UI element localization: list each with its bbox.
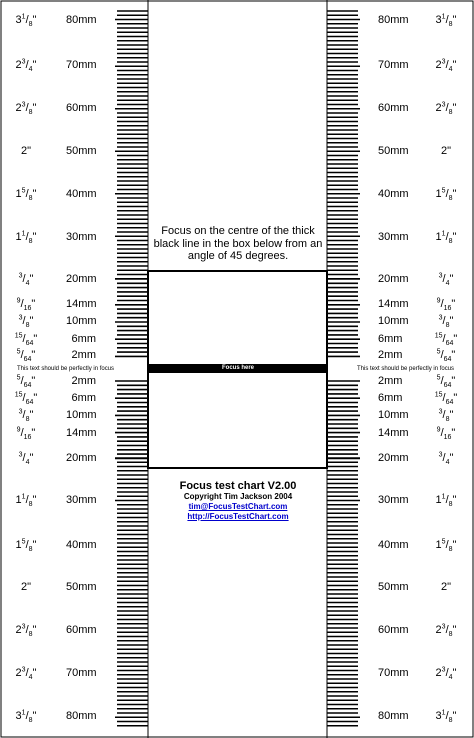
top-mm-label-right-0: 80mm — [378, 14, 409, 26]
bottom-inch-label-left-0: $^5/_{64}$" — [16, 374, 36, 390]
top-inch-label-right-0: $3^1/_8$" — [435, 13, 457, 29]
top-inch-label-right-5: $1^1/_8$" — [435, 230, 457, 246]
bottom-inch-label-right-2: $^3/_8$" — [438, 408, 454, 424]
chart-title: Focus test chart V2.00 — [179, 480, 297, 492]
inch-denominator: 8 — [448, 109, 453, 117]
inch-denominator: 8 — [28, 21, 33, 29]
inch-denominator: 8 — [28, 717, 33, 725]
top-mm-label-left-5: 30mm — [66, 231, 97, 243]
inch-denominator: 8 — [448, 717, 453, 725]
inch-numerator: 1 — [21, 13, 26, 21]
bottom-inch-label-left-10: $3^1/_8$" — [15, 709, 37, 725]
bottom-inch-label-left-1: $^{15}/_{64}$" — [14, 391, 38, 407]
inch-numerator: 3 — [441, 101, 446, 109]
inch-numerator: 5 — [441, 187, 446, 195]
inch-denominator: 16 — [443, 305, 452, 313]
inch-denominator: 4 — [25, 280, 30, 288]
inch-denominator: 64 — [445, 399, 454, 407]
top-inch-label-right-4: $1^5/_8$" — [435, 187, 457, 203]
bottom-mm-label-left-3: 14mm — [66, 427, 97, 439]
top-inch-label-left-1: $2^3/_4$" — [15, 58, 37, 74]
inch-denominator: 8 — [448, 195, 453, 203]
inch-numerator: 3 — [18, 314, 23, 322]
inch-numerator: 3 — [438, 451, 443, 459]
bottom-mm-label-right-8: 60mm — [378, 624, 409, 636]
top-inch-label-left-2: $2^3/_8$" — [15, 101, 37, 117]
top-mm-label-left-8: 10mm — [66, 315, 97, 327]
inch-numerator: 3 — [441, 666, 446, 674]
inch-denominator: 8 — [445, 416, 450, 424]
bottom-mm-label-right-7: 50mm — [378, 581, 409, 593]
inch-denominator: 64 — [445, 340, 454, 348]
inch-numerator: 5 — [21, 538, 26, 546]
bottom-inch-label-left-6: $1^5/_8$" — [15, 538, 37, 554]
inch-denominator: 8 — [448, 546, 453, 554]
bottom-inch-label-right-6: $1^5/_8$" — [435, 538, 457, 554]
bottom-mm-label-right-1: 6mm — [378, 392, 403, 404]
inch-numerator: 3 — [18, 451, 23, 459]
inch-numerator: 15 — [434, 332, 443, 340]
bottom-mm-label-right-10: 80mm — [378, 710, 409, 722]
inch-numerator: 15 — [14, 391, 23, 399]
top-inch-label-right-9: $^{15}/_{64}$" — [434, 332, 458, 348]
bottom-mm-label-left-4: 20mm — [66, 452, 97, 464]
bottom-inch-label-right-10: $3^1/_8$" — [435, 709, 457, 725]
inch-denominator: 64 — [443, 382, 452, 390]
top-mm-label-left-7: 14mm — [66, 298, 97, 310]
bottom-mm-label-right-6: 40mm — [378, 539, 409, 551]
bottom-mm-label-left-0: 2mm — [71, 375, 96, 387]
inch-numerator: 3 — [21, 666, 26, 674]
inch-numerator: 9 — [436, 426, 441, 434]
inch-numerator: 1 — [441, 709, 446, 717]
inch-denominator: 8 — [445, 322, 450, 330]
inch-numerator: 9 — [16, 426, 21, 434]
bottom-inch-label-left-4: $^3/_4$" — [18, 451, 34, 467]
top-mm-label-left-10: 2mm — [71, 349, 96, 361]
top-mm-label-right-10: 2mm — [378, 349, 403, 361]
top-mm-label-right-9: 6mm — [378, 333, 403, 345]
top-mm-label-right-2: 60mm — [378, 102, 409, 114]
top-inch-label-right-2: $2^3/_8$" — [435, 101, 457, 117]
inch-denominator: 8 — [448, 631, 453, 639]
top-mm-label-left-9: 6mm — [71, 333, 96, 345]
inch-denominator: 64 — [23, 356, 32, 364]
bottom-mm-label-right-0: 2mm — [378, 375, 403, 387]
top-mm-label-right-7: 14mm — [378, 298, 409, 310]
bottom-mm-label-left-10: 80mm — [66, 710, 97, 722]
inch-denominator: 8 — [28, 238, 33, 246]
top-inch-label-left-9: $^{15}/_{64}$" — [14, 332, 38, 348]
top-inch-label-right-7: $^9/_{16}$" — [436, 297, 456, 313]
inch-numerator: 3 — [438, 408, 443, 416]
inch-numerator: 1 — [441, 230, 446, 238]
inch-numerator: 1 — [21, 230, 26, 238]
top-mm-label-right-6: 20mm — [378, 273, 409, 285]
bottom-inch-label-right-3: $^9/_{16}$" — [436, 426, 456, 442]
inch-denominator: 4 — [28, 66, 33, 74]
side-note-left: This text should be perfectly in focus — [17, 366, 115, 372]
inch-numerator: 5 — [16, 374, 21, 382]
inch-denominator: 8 — [25, 322, 30, 330]
inch-denominator: 8 — [28, 501, 33, 509]
inch-numerator: 3 — [438, 314, 443, 322]
inch-denominator: 16 — [23, 434, 32, 442]
top-inch-label-right-8: $^3/_8$" — [438, 314, 454, 330]
top-mm-label-right-1: 70mm — [378, 59, 409, 71]
top-inch-label-left-5: $1^1/_8$" — [15, 230, 37, 246]
inch-numerator: 3 — [438, 272, 443, 280]
top-inch-label-left-0: $3^1/_8$" — [15, 13, 37, 29]
bottom-mm-label-right-3: 14mm — [378, 427, 409, 439]
credits-block — [150, 480, 326, 522]
top-inch-label-left-4: $1^5/_8$" — [15, 187, 37, 203]
top-mm-label-right-4: 40mm — [378, 188, 409, 200]
top-mm-label-left-2: 60mm — [66, 102, 97, 114]
inch-denominator: 8 — [28, 195, 33, 203]
top-inch-label-right-10: $^5/_{64}$" — [436, 348, 456, 364]
inch-denominator: 4 — [445, 280, 450, 288]
bottom-mm-label-left-9: 70mm — [66, 667, 97, 679]
top-inch-label-left-10: $^5/_{64}$" — [16, 348, 36, 364]
top-mm-label-right-8: 10mm — [378, 315, 409, 327]
bottom-mm-label-right-9: 70mm — [378, 667, 409, 679]
side-note-right: This text should be perfectly in focus — [357, 366, 455, 372]
top-inch-label-right-3: 2" — [440, 145, 452, 157]
inch-numerator: 3 — [21, 623, 26, 631]
inch-denominator: 64 — [25, 399, 34, 407]
inch-numerator: 5 — [16, 348, 21, 356]
bottom-inch-label-right-0: $^5/_{64}$" — [436, 374, 456, 390]
top-inch-label-left-7: $^9/_{16}$" — [16, 297, 36, 313]
bottom-inch-label-right-4: $^3/_4$" — [438, 451, 454, 467]
inch-denominator: 8 — [448, 238, 453, 246]
bottom-mm-label-left-5: 30mm — [66, 494, 97, 506]
instruction-text: Focus on the centre of the thick black line in the box below from an angle of 45 degrees. — [153, 225, 323, 262]
inch-denominator: 4 — [448, 66, 453, 74]
bottom-inch-label-left-9: $2^3/_4$" — [15, 666, 37, 682]
focus-here-label: Focus here — [221, 365, 254, 371]
top-mm-label-right-3: 50mm — [378, 145, 409, 157]
top-mm-label-left-6: 20mm — [66, 273, 97, 285]
bottom-inch-label-right-7: 2" — [440, 581, 452, 593]
inch-numerator: 3 — [18, 272, 23, 280]
bottom-inch-label-right-9: $2^3/_4$" — [435, 666, 457, 682]
inch-numerator: 5 — [441, 538, 446, 546]
bottom-inch-label-left-8: $2^3/_8$" — [15, 623, 37, 639]
inch-denominator: 16 — [443, 434, 452, 442]
top-mm-label-left-0: 80mm — [66, 14, 97, 26]
bottom-mm-label-left-6: 40mm — [66, 539, 97, 551]
bottom-inch-label-left-5: $1^1/_8$" — [15, 493, 37, 509]
top-mm-label-right-5: 30mm — [378, 231, 409, 243]
top-inch-label-left-8: $^3/_8$" — [18, 314, 34, 330]
top-inch-label-left-6: $^3/_4$" — [18, 272, 34, 288]
bottom-mm-label-left-1: 6mm — [71, 392, 96, 404]
inch-numerator: 5 — [21, 187, 26, 195]
inch-numerator: 1 — [441, 493, 446, 501]
inch-numerator: 1 — [21, 493, 26, 501]
inch-numerator: 3 — [21, 58, 26, 66]
inch-numerator: 1 — [21, 709, 26, 717]
inch-denominator: 8 — [448, 501, 453, 509]
bottom-inch-label-left-3: $^9/_{16}$" — [16, 426, 36, 442]
inch-numerator: 5 — [436, 348, 441, 356]
inch-numerator: 15 — [434, 391, 443, 399]
top-inch-label-right-1: $2^3/_4$" — [435, 58, 457, 74]
inch-denominator: 4 — [448, 674, 453, 682]
inch-denominator: 4 — [28, 674, 33, 682]
bottom-mm-label-left-2: 10mm — [66, 409, 97, 421]
inch-denominator: 8 — [28, 109, 33, 117]
inch-numerator: 5 — [436, 374, 441, 382]
inch-numerator: 3 — [441, 58, 446, 66]
inch-denominator: 4 — [445, 459, 450, 467]
top-mm-label-left-4: 40mm — [66, 188, 97, 200]
bottom-inch-label-right-5: $1^1/_8$" — [435, 493, 457, 509]
inch-numerator: 15 — [14, 332, 23, 340]
bottom-inch-label-right-1: $^{15}/_{64}$" — [434, 391, 458, 407]
inch-denominator: 4 — [25, 459, 30, 467]
email-link[interactable]: tim@FocusTestChart.com — [188, 502, 288, 511]
inch-denominator: 8 — [448, 21, 453, 29]
inch-numerator: 3 — [21, 101, 26, 109]
inch-numerator: 9 — [436, 297, 441, 305]
inch-denominator: 64 — [25, 340, 34, 348]
bottom-mm-label-right-5: 30mm — [378, 494, 409, 506]
inch-denominator: 8 — [28, 631, 33, 639]
inch-numerator: 9 — [16, 297, 21, 305]
inch-denominator: 64 — [23, 382, 32, 390]
bottom-mm-label-right-2: 10mm — [378, 409, 409, 421]
inch-denominator: 16 — [23, 305, 32, 313]
website-link[interactable]: http://FocusTestChart.com — [187, 512, 289, 521]
bottom-mm-label-right-4: 20mm — [378, 452, 409, 464]
inch-numerator: 1 — [441, 13, 446, 21]
inch-denominator: 8 — [25, 416, 30, 424]
inch-denominator: 64 — [443, 356, 452, 364]
bottom-inch-label-left-7: 2" — [20, 581, 32, 593]
bottom-inch-label-right-8: $2^3/_8$" — [435, 623, 457, 639]
top-inch-label-right-6: $^3/_4$" — [438, 272, 454, 288]
inch-denominator: 8 — [28, 546, 33, 554]
top-inch-label-left-3: 2" — [20, 145, 32, 157]
copyright-line: Copyright Tim Jackson 2004 — [183, 492, 293, 501]
top-mm-label-left-3: 50mm — [66, 145, 97, 157]
inch-numerator: 3 — [441, 623, 446, 631]
inch-numerator: 3 — [18, 408, 23, 416]
bottom-mm-label-left-8: 60mm — [66, 624, 97, 636]
bottom-inch-label-left-2: $^3/_8$" — [18, 408, 34, 424]
top-mm-label-left-1: 70mm — [66, 59, 97, 71]
bottom-mm-label-left-7: 50mm — [66, 581, 97, 593]
